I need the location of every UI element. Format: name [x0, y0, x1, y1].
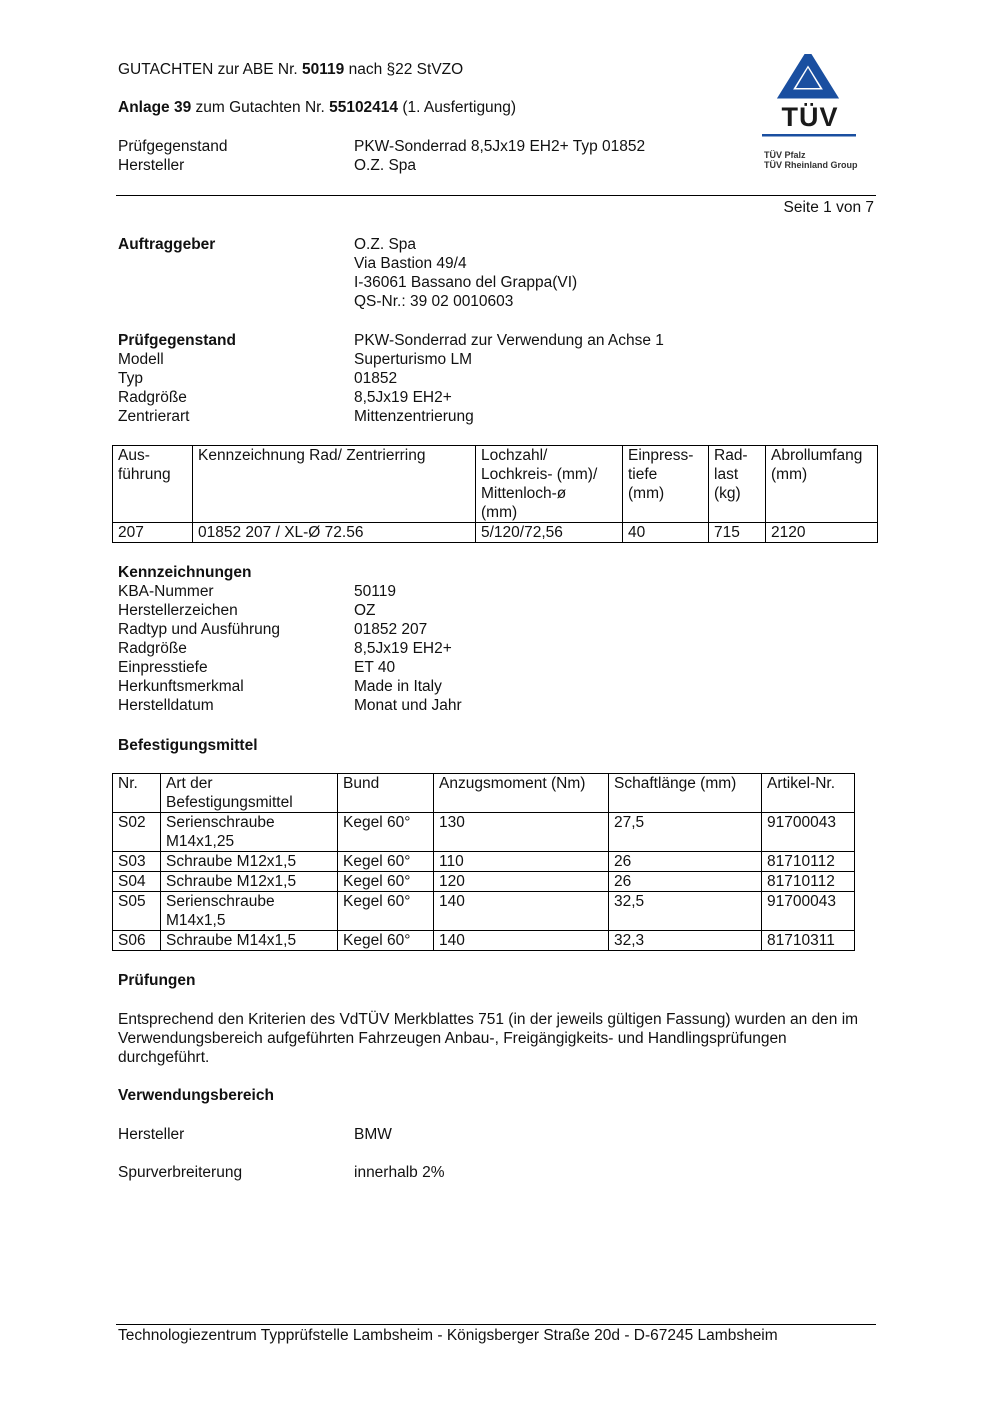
kz-label: Einpresstiefe — [118, 659, 208, 676]
kz-value: OZ — [354, 602, 376, 619]
footer-text: Technologiezentrum Typprüfstelle Lambsheim - Königsberger Straße 20d - D-67245 Lambsheim — [118, 1327, 778, 1344]
auftraggeber-address — [354, 235, 577, 311]
kz-label: Herstelldatum — [118, 697, 214, 714]
wheel-table-header — [113, 446, 878, 523]
bef-cell: 120 — [434, 872, 609, 892]
header-pg-label: Prüfgegenstand — [118, 138, 228, 155]
bef-cell: 140 — [434, 892, 609, 931]
bef-cell: S03 — [113, 852, 161, 872]
wheel-cell: 715 — [709, 523, 766, 543]
kennzeichnungen-title — [118, 563, 251, 582]
header-line-1 — [118, 60, 463, 79]
header-line-2-post: (1. Ausfertigung) — [398, 99, 517, 116]
bef-cell: 81710311 — [762, 931, 855, 951]
bef-cell: Kegel 60° — [338, 892, 434, 931]
header-pruefgegenstand — [118, 137, 645, 156]
kz-label: KBA-Nummer — [118, 583, 214, 600]
kz-label: Radtyp und Ausführung — [118, 621, 281, 638]
tuev-wordmark: TÜV — [781, 102, 839, 132]
bef-cell: 27,5 — [609, 813, 762, 852]
wheel-header-cell: Abrollumfang (mm) — [766, 446, 878, 523]
wheel-cell: 207 — [113, 523, 193, 543]
vb-spur-label: Spurverbreiterung — [118, 1164, 243, 1181]
befestigung-header — [113, 774, 855, 813]
kennzeichnungen-title-text: Kennzeichnungen — [118, 564, 252, 581]
anlage-number: Anlage 39 — [118, 99, 192, 116]
wheel-cell: 01852 207 / XL-Ø 72.56 — [193, 523, 476, 543]
bef-cell: S04 — [113, 872, 161, 892]
bef-header-cell: Schaftlänge (mm) — [609, 774, 762, 813]
verwendungsbereich-title — [118, 1086, 274, 1105]
abe-number: 50119 — [302, 61, 345, 78]
pg-row-value: 8,5Jx19 EH2+ — [354, 389, 452, 406]
header-line-1-pre: GUTACHTEN zur ABE Nr. — [118, 61, 303, 78]
kz-row — [118, 696, 462, 715]
wheel-header-cell: Rad- last (kg) — [709, 446, 766, 523]
wheel-header-cell: Kennzeichnung Rad/ Zentrierring — [193, 446, 476, 523]
vb-hersteller-value: BMW — [354, 1126, 392, 1143]
pg-row-label: Zentrierart — [118, 408, 190, 425]
vb-spur-row — [118, 1163, 444, 1182]
kz-row — [118, 658, 395, 677]
kz-row — [118, 639, 452, 658]
header-hersteller — [118, 156, 416, 175]
pruefungen-text: Entsprechend den Kriterien des VdTÜV Merkblattes 751 (in der jeweils gültigen Fassung) wurden an den im Verwendungsbereich aufgeführten Fahrzeugen Anbau-, Freigängigkeits- und Handlingsprüfungen durchgeführt. — [118, 1011, 859, 1066]
pg-row-label: Radgröße — [118, 389, 187, 406]
wheel-header-cell: Aus- führung — [113, 446, 193, 523]
befestigung-title-text: Befestigungsmittel — [118, 737, 258, 754]
bef-cell: 91700043 — [762, 813, 855, 852]
pruefungen-title — [118, 971, 196, 990]
kz-label: Herstellerzeichen — [118, 602, 238, 619]
kz-value: Monat und Jahr — [354, 697, 462, 714]
tuev-logo — [762, 54, 862, 179]
pg-row — [118, 369, 397, 388]
pg-row — [118, 407, 474, 426]
page-number: Seite 1 von 7 — [783, 199, 874, 216]
kz-row — [118, 677, 442, 696]
verwendungsbereich-title-text: Verwendungsbereich — [118, 1087, 274, 1104]
header-line-2-mid: zum Gutachten Nr. — [191, 99, 330, 116]
pruefgegenstand-title: Prüfgegenstand — [118, 332, 236, 349]
bef-cell: Serienschraube M14x1,25 — [161, 813, 338, 852]
kz-row — [118, 601, 376, 620]
bef-cell: 32,3 — [609, 931, 762, 951]
table-row — [113, 523, 878, 543]
bef-header-cell: Anzugsmoment (Nm) — [434, 774, 609, 813]
table-row — [113, 813, 855, 852]
wheel-cell: 5/120/72,56 — [476, 523, 623, 543]
bef-cell: 81710112 — [762, 852, 855, 872]
table-row — [113, 872, 855, 892]
tuev-sub-2: TÜV Rheinland Group — [764, 160, 858, 170]
auftraggeber-label: Auftraggeber — [118, 236, 216, 253]
bef-header-cell: Bund — [338, 774, 434, 813]
bef-cell: 81710112 — [762, 872, 855, 892]
header-hs-label: Hersteller — [118, 157, 185, 174]
kz-row — [118, 582, 396, 601]
pg-row-value: 01852 — [354, 370, 398, 387]
address-line: I-36061 Bassano del Grappa(VI) — [354, 274, 578, 291]
pg-row-value: Mittenzentrierung — [354, 408, 474, 425]
header-line-2 — [118, 98, 516, 117]
bef-cell: 91700043 — [762, 892, 855, 931]
bef-header-cell: Artikel-Nr. — [762, 774, 855, 813]
header-divider — [116, 195, 876, 196]
header-pg-value: PKW-Sonderrad 8,5Jx19 EH2+ Typ 01852 — [354, 138, 646, 155]
bef-cell: S05 — [113, 892, 161, 931]
pg-row — [118, 350, 472, 369]
bef-cell: Kegel 60° — [338, 852, 434, 872]
pg-row — [118, 388, 452, 407]
bef-cell: Schraube M12x1,5 — [161, 872, 338, 892]
bef-header-cell: Nr. — [113, 774, 161, 813]
header-hs-value: O.Z. Spa — [354, 157, 417, 174]
bef-cell: 26 — [609, 872, 762, 892]
bef-cell: 110 — [434, 852, 609, 872]
wheel-header-cell: Lochzahl/ Lochkreis- (mm)/ Mittenloch-ø (mm) — [476, 446, 623, 523]
tuev-sub-1: TÜV Pfalz — [764, 150, 806, 160]
vb-spur-value: innerhalb 2% — [354, 1164, 445, 1181]
kz-value: 01852 207 — [354, 621, 428, 638]
bef-cell: S06 — [113, 931, 161, 951]
wheel-cell: 2120 — [766, 523, 878, 543]
bef-cell: Kegel 60° — [338, 813, 434, 852]
vb-hersteller-label: Hersteller — [118, 1126, 185, 1143]
wheel-header-cell: Einpress- tiefe (mm) — [623, 446, 709, 523]
pg-row-label: Typ — [118, 370, 143, 387]
bef-cell: Kegel 60° — [338, 872, 434, 892]
bef-cell: 130 — [434, 813, 609, 852]
bef-cell: Serienschraube M14x1,5 — [161, 892, 338, 931]
bef-cell: Kegel 60° — [338, 931, 434, 951]
bef-header-cell: Art der Befestigungsmittel — [161, 774, 338, 813]
bef-cell: 140 — [434, 931, 609, 951]
kz-label: Herkunftsmerkmal — [118, 678, 244, 695]
bef-cell: 26 — [609, 852, 762, 872]
auftraggeber-section — [118, 235, 577, 311]
kz-value: Made in Italy — [354, 678, 442, 695]
befestigung-table — [112, 773, 855, 951]
pruefgegenstand-title-row — [118, 331, 664, 350]
pruefgegenstand-title-value: PKW-Sonderrad zur Verwendung an Achse 1 — [354, 332, 664, 349]
bef-cell: Schraube M14x1,5 — [161, 931, 338, 951]
gutachten-number: 55102414 — [329, 99, 399, 116]
header-line-1-post: nach §22 StVZO — [344, 61, 464, 78]
table-row — [113, 852, 855, 872]
address-line: O.Z. Spa — [354, 236, 417, 253]
address-line: QS-Nr.: 39 02 0010603 — [354, 293, 514, 310]
pg-row-value: Superturismo LM — [354, 351, 473, 368]
footer-divider — [116, 1324, 876, 1325]
befestigung-title — [118, 736, 258, 755]
kz-label: Radgröße — [118, 640, 187, 657]
kz-value: 50119 — [354, 583, 396, 600]
kz-value: ET 40 — [354, 659, 396, 676]
kz-value: 8,5Jx19 EH2+ — [354, 640, 452, 657]
address-line: Via Bastion 49/4 — [354, 255, 467, 272]
pg-row-label: Modell — [118, 351, 164, 368]
vb-hersteller-row — [118, 1125, 392, 1144]
wheel-table — [112, 445, 878, 543]
pruefungen-title-text: Prüfungen — [118, 972, 196, 989]
wheel-cell: 40 — [623, 523, 709, 543]
table-row — [113, 931, 855, 951]
bef-cell: S02 — [113, 813, 161, 852]
bef-cell: 32,5 — [609, 892, 762, 931]
bef-cell: Schraube M12x1,5 — [161, 852, 338, 872]
table-row — [113, 892, 855, 931]
kz-row — [118, 620, 427, 639]
